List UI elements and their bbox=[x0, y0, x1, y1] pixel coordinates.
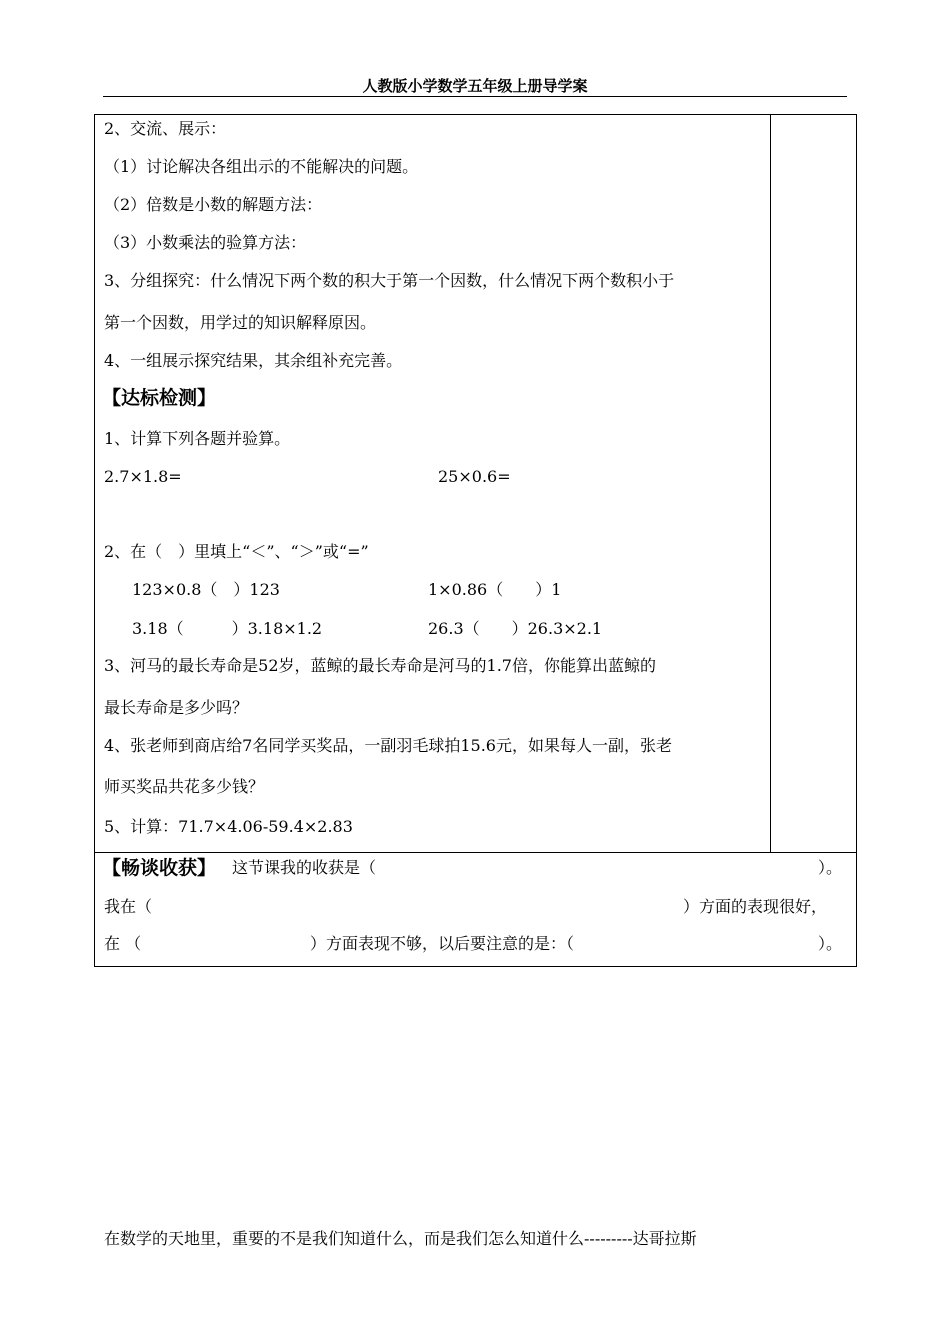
sub-item-2: （2）倍数是小数的解题方法： bbox=[104, 195, 323, 214]
question-4-line-1: 4、张老师到商店给7名同学买奖品，一副羽毛球拍15.6元，如果每人一副，张老 bbox=[104, 736, 672, 755]
harvest-heading: 【畅谈收获】 bbox=[102, 857, 217, 879]
question-2: 2、在（ ）里填上“＜”、“＞”或“=” bbox=[104, 542, 369, 561]
item-3-line-2: 第一个因数，用学过的知识解释原因。 bbox=[104, 313, 377, 332]
question-2-c: 3.18（ ）3.18×1.2 bbox=[132, 619, 323, 638]
footer-quote: 在数学的天地里，重要的不是我们知道什么，而是我们怎么知道什么---------达哥拉斯 bbox=[104, 1229, 697, 1248]
question-2-b: 1×0.86（ ）1 bbox=[428, 580, 562, 599]
item-3-line-1: 3、分组探究：什么情况下两个数的积大于第一个因数，什么情况下两个数积小于 bbox=[104, 271, 675, 290]
table-column-divider bbox=[770, 114, 771, 853]
question-3-line-2: 最长寿命是多少吗？ bbox=[104, 698, 249, 717]
item-2: 2、交流、展示： bbox=[104, 119, 227, 138]
question-1-b: 25×0.6= bbox=[438, 467, 511, 486]
question-4-line-2: 师买奖品共花多少钱？ bbox=[104, 777, 265, 796]
test-heading: 【达标检测】 bbox=[102, 387, 217, 409]
sub-item-3: （3）小数乘法的验算方法： bbox=[104, 233, 307, 252]
harvest-line-3-end: ）。 bbox=[818, 934, 843, 953]
harvest-line-3-start: 在 （ bbox=[104, 934, 142, 953]
question-3-line-1: 3、河马的最长寿命是52岁，蓝鲸的最长寿命是河马的1.7倍，你能算出蓝鲸的 bbox=[104, 656, 656, 675]
harvest-line-3-middle: ）方面表现不够，以后要注意的是：（ bbox=[310, 934, 575, 953]
harvest-line-1-end: ）。 bbox=[818, 858, 843, 877]
harvest-line-2-end: ）方面的表现很好， bbox=[683, 897, 828, 916]
harvest-line-1-start: 这节课我的收获是（ bbox=[232, 858, 377, 877]
question-2-a: 123×0.8（ ）123 bbox=[132, 580, 280, 599]
table-row-divider bbox=[94, 852, 857, 853]
question-2-d: 26.3（ ）26.3×2.1 bbox=[428, 619, 603, 638]
sub-item-1: （1）讨论解决各组出示的不能解决的问题。 bbox=[104, 157, 419, 176]
harvest-line-2-start: 我在（ bbox=[104, 897, 153, 916]
page-header-title: 人教版小学数学五年级上册导学案 bbox=[362, 77, 588, 95]
item-4: 4、一组展示探究结果，其余组补充完善。 bbox=[104, 351, 403, 370]
question-5: 5、计算：71.7×4.06-59.4×2.83 bbox=[104, 817, 353, 836]
question-1: 1、计算下列各题并验算。 bbox=[104, 429, 291, 448]
header-rule bbox=[103, 96, 847, 97]
question-1-a: 2.7×1.8= bbox=[104, 467, 182, 486]
